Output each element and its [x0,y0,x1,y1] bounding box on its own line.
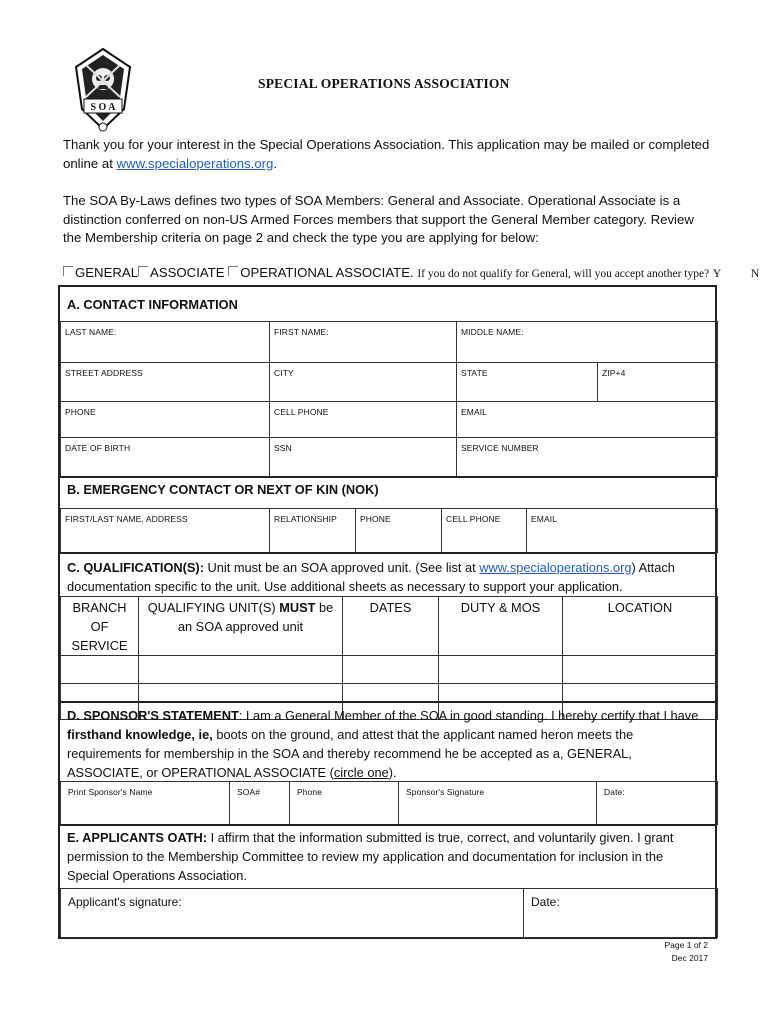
last-name-field[interactable]: LAST NAME: [61,322,270,363]
qual-row-1-branch[interactable] [61,656,139,684]
applicant-signature-field[interactable]: Applicant's signature: [61,889,524,938]
associate-label: ASSOCIATE [150,265,225,280]
sponsor-soa-field[interactable]: SOA# [230,782,290,825]
dob-field[interactable]: DATE OF BIRTH [61,438,270,477]
accept-other-question: If you do not qualify for General, will you accept another type? [417,268,710,280]
sponsor-name-field[interactable]: Print Sponsor's Name [61,782,230,825]
revision-date: Dec 2017 [671,953,708,963]
ssn-field[interactable]: SSN [270,438,457,477]
qual-row-1-dates[interactable] [343,656,439,684]
qual-row-1-duty[interactable] [439,656,563,684]
page-footer [665,939,708,965]
general-checkbox[interactable] [63,266,73,276]
sponsor-phone-field[interactable]: Phone [290,782,399,825]
page-number: Page 1 of 2 [664,940,708,950]
phone-field[interactable]: PHONE [61,402,270,438]
cell-phone-field[interactable]: CELL PHONE [270,402,457,438]
logo-text: S O A [90,102,116,113]
city-field[interactable]: CITY [270,363,457,402]
zip-field[interactable]: ZIP+4 [598,363,718,402]
first-name-field[interactable]: FIRST NAME: [270,322,457,363]
email-field[interactable]: EMAIL [457,402,718,438]
oath-table [60,888,718,938]
middle-name-field[interactable]: MIDDLE NAME: [457,322,718,363]
nok-name-field[interactable]: FIRST/LAST NAME, ADDRESS [61,509,270,553]
website-link[interactable]: www.specialoperations.org [116,155,274,171]
associate-checkbox[interactable] [138,266,148,276]
qual-row-1-unit[interactable] [139,656,343,684]
section-c-heading: C. QUALIFICATION(S): [67,560,204,575]
col-unit: QUALIFYING UNIT(S) MUST be an SOA approved unit [139,597,343,656]
operational-checkbox[interactable] [228,266,238,276]
street-field[interactable]: STREET ADDRESS [61,363,270,402]
col-duty: DUTY & MOS [439,597,563,656]
nok-table [60,508,718,553]
section-d-heading: D. SPONSOR'S STATEMENT [67,708,239,723]
bylaws-paragraph: The SOA By-Laws defines two types of SOA Members: General and Associate. Operational Associate is a distinction conferred on non-US Armed Forces members that support the General Member category. Review the Membership criteria on page 2 and check the type you are applying for below: [63,193,694,245]
section-a-heading: A. CONTACT INFORMATION [67,297,238,312]
soa-logo [72,47,134,133]
state-field[interactable]: STATE [457,363,598,402]
sponsor-table [60,781,718,825]
nok-relationship-field[interactable]: RELATIONSHIP [270,509,356,553]
unit-list-link[interactable]: www.specialoperations.org [479,560,632,575]
yes-option[interactable]: Y [712,268,722,280]
nok-phone-field[interactable]: PHONE [356,509,442,553]
qual-row-1-location[interactable] [563,656,718,684]
section-b-heading: B. EMERGENCY CONTACT OR NEXT OF KIN (NOK) [67,482,379,497]
nok-email-field[interactable]: EMAIL [527,509,718,553]
intro-paragraph: Thank you for your interest in the Special Operations Association. This application may be mailed or completed online at www.specialoperations.org. [63,137,710,171]
col-location: LOCATION [563,597,718,656]
operational-label: OPERATIONAL ASSOCIATE. [240,265,414,280]
section-d-text: D. SPONSOR'S STATEMENT: I am a General Member of the SOA in good standing. I hereby certify that I have firsthand knowledge, ie, boots on the ground, and attest that the applicant named heron meets the requirements for membership in the SOA and thereby recommend he be accepted as a, GENERAL, ASSOCIATE, or OPERATIONAL ASSOCIATE (circle one). [67,708,699,780]
sponsor-signature-field[interactable]: Sponsor's Signature [399,782,597,825]
service-number-field[interactable]: SERVICE NUMBER [457,438,718,477]
section-c-text: C. QUALIFICATION(S): Unit must be an SOA approved unit. (See list at www.specialoperations.org) Attach documentation specific to the unit. Use additional sheets as necessary to support your application. [67,560,675,594]
section-e-heading: E. APPLICANTS OATH: [67,830,208,845]
applicant-date-field[interactable]: Date: [524,889,718,938]
section-e-text: E. APPLICANTS OATH: I affirm that the information submitted is true, correct, and voluntarily given. I grant permission to the Membership Committee to review my application and documentation for inclusion in the Special Operations Association. [67,830,674,883]
nok-cell-field[interactable]: CELL PHONE [442,509,527,553]
general-label: GENERAL [75,265,139,280]
col-branch: BRANCH OF SERVICE [61,597,139,656]
sponsor-date-field[interactable]: Date: [597,782,718,825]
no-option[interactable]: N [750,268,760,280]
member-type-row [63,265,759,280]
col-dates: DATES [343,597,439,656]
org-title: SPECIAL OPERATIONS ASSOCIATION [258,76,510,91]
contact-table [60,321,718,477]
